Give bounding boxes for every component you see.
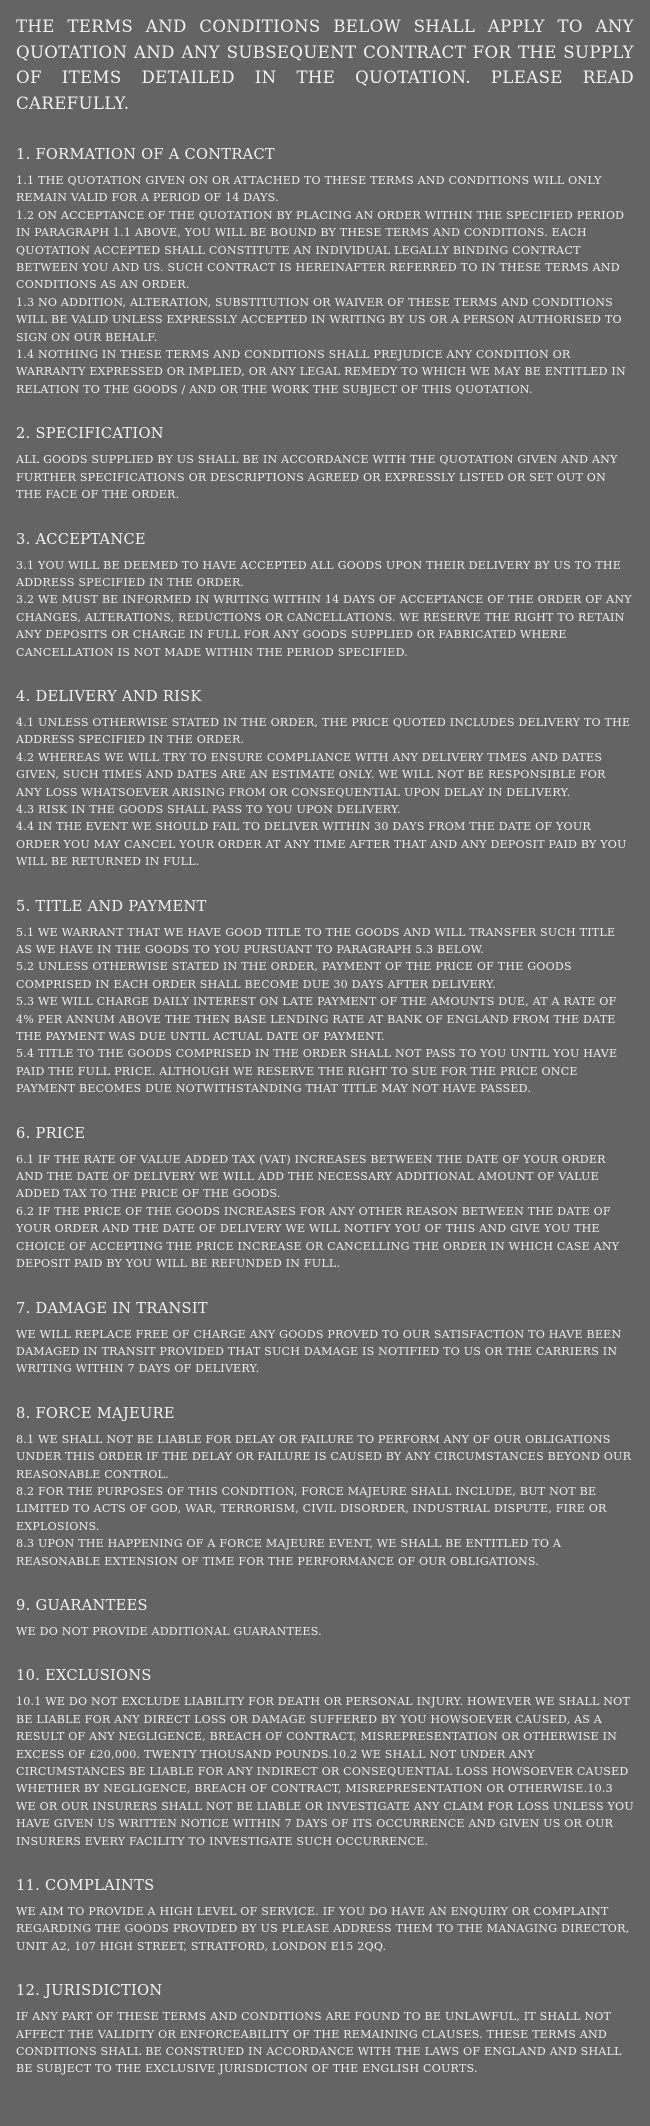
section-heading: 9. GUARANTEES	[16, 1596, 148, 1614]
section	[16, 531, 634, 661]
clause-paragraph: WE WILL REPLACE FREE OF CHARGE ANY GOODS PROVED TO OUR SATISFACTION TO HAVE BEEN DAMAGED IN TRANSIT PROVIDED THAT SUCH DAMAGE IS NOTIFIED TO US OR THE CARRIERS IN WRITING WITHIN 7 DAYS OF DELIVERY.	[16, 1327, 622, 1376]
clause-paragraph: 1.2 ON ACCEPTANCE OF THE QUOTATION BY PLACING AN ORDER WITHIN THE SPECIFIED PERIOD IN PARAGRAPH 1.1 ABOVE, YOU WILL BE BOUND BY THESE TERMS AND CONDITIONS. EACH QUOTATION ACCEPTED SHALL CONSTITUTE AN INDIVIDUAL LEGALLY BINDING CONTRACT BETWEEN YOU AND US. SUCH CONTRACT IS HEREINAFTER REFERRED TO IN THESE TERMS AND CONDITIONS AS AN ORDER.	[16, 208, 625, 292]
clause-paragraph: 1.1 THE QUOTATION GIVEN ON OR ATTACHED TO THESE TERMS AND CONDITIONS WILL ONLY REMAIN VALID FOR A PERIOD OF 14 DAYS.	[16, 174, 602, 205]
clause-paragraph: 10.1 WE DO NOT EXCLUDE LIABILITY FOR DEATH OR PERSONAL INJURY. HOWEVER WE SHALL NOT BE LIABLE FOR ANY DIRECT LOSS OR DAMAGE SUFFERED BY YOU HOWSOEVER CAUSED, AS A RESULT OF ANY NEGLIGENCE, BREACH OF CONTRACT, MISREPRESENTATION OR OTHERWISE IN EXCESS OF £20,000. TWENTY THOUSAND POUNDS.10.2 WE SHALL NOT UNDER ANY CIRCUMSTANCES BE LIABLE FOR ANY INDIRECT OR CONSEQUENTIAL LOSS HOWSOEVER CAUSED WHETHER BY NEGLIGENCE, BREACH OF CONTRACT, MISREPRESENTATION OR OTHERWISE.10.3 WE OR OUR INSURERS SHALL NOT BE LIABLE OR INVESTIGATE ANY CLAIM FOR LOSS UNLESS YOU HAVE GIVEN US WRITTEN NOTICE WITHIN 7 DAYS OF ITS OCCURRENCE AND GIVEN US OR OUR INSURERS EVERY FACILITY TO INVESTIGATE SUCH OCCURRENCE.	[16, 1695, 634, 1848]
section-heading: 4. DELIVERY AND RISK	[16, 687, 202, 705]
section-heading: 1. FORMATION OF A CONTRACT	[16, 146, 275, 163]
section	[16, 1667, 634, 1850]
intro-text: THE TERMS AND CONDITIONS BELOW SHALL APPLY TO ANY QUOTATION AND ANY SUBSEQUENT CONTRACT FOR THE SUPPLY OF ITEMS DETAILED IN THE QUOTATION. PLEASE READ CAREFULLY.	[16, 17, 634, 113]
clause-paragraph: WE AIM TO PROVIDE A HIGH LEVEL OF SERVICE. IF YOU DO HAVE AN ENQUIRY OR COMPLAINT REGARDING THE GOODS PROVIDED BY US PLEASE ADDRESS THEM TO THE MANAGING DIRECTOR, UNIT A2, 107 HIGH STREET, STRATFORD, LONDON E15 2QQ.	[16, 1905, 630, 1953]
clause-paragraph: 4.2 WHEREAS WE WILL TRY TO ENSURE COMPLIANCE WITH ANY DELIVERY TIMES AND DATES GIVEN, SUCH TIMES AND DATES ARE AN ESTIMATE ONLY. WE WILL NOT BE RESPONSIBLE FOR ANY LOSS WHATSOEVER ARISING FROM OR CONSEQUENTIAL UPON DELAY IN DELIVERY.	[16, 750, 606, 799]
section-heading: 6. PRICE	[16, 1124, 86, 1142]
section	[16, 898, 634, 1098]
clause-paragraph: 5.1 WE WARRANT THAT WE HAVE GOOD TITLE TO THE GOODS AND WILL TRANSFER SUCH TITLE AS WE HAVE IN THE GOODS TO YOU PURSUANT TO PARAGRAPH 5.3 BELOW.	[16, 925, 616, 956]
clause-paragraph: 8.2 FOR THE PURPOSES OF THIS CONDITION, FORCE MAJEURE SHALL INCLUDE, BUT NOT BE LIMITED TO ACTS OF GOD, WAR, TERRORISM, CIVIL DISORDER, INDUSTRIAL DISPUTE, FIRE OR EXPLOSIONS.	[16, 1484, 607, 1533]
clause-paragraph: IF ANY PART OF THESE TERMS AND CONDITIONS ARE FOUND TO BE UNLAWFUL, IT SHALL NOT AFFECT THE VALIDITY OR ENFORCEABILITY OF THE REMAINING CLAUSES. THESE TERMS AND CONDITIONS SHALL BE CONSTRUED IN ACCORDANCE WITH THE LAWS OF ENGLAND AND SHALL BE SUBJECT TO THE EXCLUSIVE JURISDICTION OF THE ENGLISH COURTS.	[16, 2010, 622, 2076]
clause-paragraph: 8.1 WE SHALL NOT BE LIABLE FOR DELAY OR FAILURE TO PERFORM ANY OF OUR OBLIGATIONS UNDER THIS ORDER IF THE DELAY OR FAILURE IS CAUSED BY ANY CIRCUMSTANCES BEYOND OUR REASONABLE CONTROL.	[16, 1432, 632, 1481]
clause-paragraph: 3.1 YOU WILL BE DEEMED TO HAVE ACCEPTED ALL GOODS UPON THEIR DELIVERY BY US TO THE ADDRESS SPECIFIED IN THE ORDER.	[16, 558, 622, 589]
section	[16, 688, 634, 871]
clause-paragraph: WE DO NOT PROVIDE ADDITIONAL GUARANTEES.	[16, 1624, 322, 1638]
section	[16, 1597, 634, 1640]
clause-paragraph: 4.3 RISK IN THE GOODS SHALL PASS TO YOU UPON DELIVERY.	[16, 802, 401, 816]
section-heading: 11. COMPLAINTS	[16, 1877, 155, 1895]
section-heading: 10. EXCLUSIONS	[16, 1667, 152, 1685]
sections-container	[16, 146, 634, 2078]
section	[16, 1405, 634, 1570]
section-heading: 7. DAMAGE IN TRANSIT	[16, 1299, 208, 1317]
section-heading: 8. FORCE MAJEURE	[16, 1404, 175, 1422]
section	[16, 1982, 634, 2078]
clause-paragraph: 6.1 IF THE RATE OF VALUE ADDED TAX (VAT) INCREASES BETWEEN THE DATE OF YOUR ORDER AND THE DATE OF DELIVERY WE WILL ADD THE NECESSARY ADDITIONAL AMOUNT OF VALUE ADDED TAX TO THE PRICE OF THE GOODS.	[16, 1152, 606, 1201]
section	[16, 1125, 634, 1273]
clause-paragraph: ALL GOODS SUPPLIED BY US SHALL BE IN ACCORDANCE WITH THE QUOTATION GIVEN AND ANY FURTHER SPECIFICATIONS OR DESCRIPTIONS AGREED OR EXPRESSLY LISTED OR SET OUT ON THE FACE OF THE ORDER.	[16, 453, 618, 502]
section-heading: 5. TITLE AND PAYMENT	[16, 897, 207, 915]
section	[16, 1877, 634, 1955]
section	[16, 425, 634, 503]
section-heading: 2. SPECIFICATION	[16, 425, 164, 443]
clause-paragraph: 4.4 IN THE EVENT WE SHOULD FAIL TO DELIVER WITHIN 30 DAYS FROM THE DATE OF YOUR ORDER YOU MAY CANCEL YOUR ORDER AT ANY TIME AFTER THAT AND ANY DEPOSIT PAID BY YOU WILL BE RETURNED IN FULL.	[16, 820, 627, 869]
clause-paragraph: 5.3 WE WILL CHARGE DAILY INTEREST ON LATE PAYMENT OF THE AMOUNTS DUE, AT A RATE OF 4% PER ANNUM ABOVE THE THEN BASE LENDING RATE AT BANK OF ENGLAND FROM THE DATE THE PAYMENT WAS DUE UNTIL ACTUAL DATE OF PAYMENT.	[16, 995, 617, 1044]
clause-paragraph: 5.2 UNLESS OTHERWISE STATED IN THE ORDER, PAYMENT OF THE PRICE OF THE GOODS COMPRISED IN EACH ORDER SHALL BECOME DUE 30 DAYS AFTER DELIVERY.	[16, 960, 572, 991]
section	[16, 146, 634, 398]
clause-paragraph: 4.1 UNLESS OTHERWISE STATED IN THE ORDER, THE PRICE QUOTED INCLUDES DELIVERY TO THE ADDRESS SPECIFIED IN THE ORDER.	[16, 715, 631, 747]
section-heading: 3. ACCEPTANCE	[16, 530, 146, 548]
section	[16, 1300, 634, 1378]
section-heading: 12. JURISDICTION	[16, 1982, 163, 2000]
clause-paragraph: 8.3 UPON THE HAPPENING OF A FORCE MAJEURE EVENT, WE SHALL BE ENTITLED TO A REASONABLE EXTENSION OF TIME FOR THE PERFORMANCE OF OUR OBLIGATIONS.	[16, 1537, 562, 1568]
clause-paragraph: 3.2 WE MUST BE INFORMED IN WRITING WITHIN 14 DAYS OF ACCEPTANCE OF THE ORDER OF ANY CHANGES, ALTERATIONS, REDUCTIONS OR CANCELLATIONS. WE RESERVE THE RIGHT TO RETAIN ANY DEPOSITS OR CHARGE IN FULL FOR ANY GOODS SUPPLIED OR FABRICATED WHERE CANCELLATION IS NOT MADE WITHIN THE PERIOD SPECIFIED.	[16, 593, 632, 659]
clause-paragraph: 5.4 TITLE TO THE GOODS COMPRISED IN THE ORDER SHALL NOT PASS TO YOU UNTIL YOU HAVE PAID THE FULL PRICE. ALTHOUGH WE RESERVE THE RIGHT TO SUE FOR THE PRICE ONCE PAYMENT BECOMES DUE NOTWITHSTANDING THAT TITLE MAY NOT HAVE PASSED.	[16, 1047, 618, 1096]
clause-paragraph: 1.4 NOTHING IN THESE TERMS AND CONDITIONS SHALL PREJUDICE ANY CONDITION OR WARRANTY EXPRESSED OR IMPLIED, OR ANY LEGAL REMEDY TO WHICH WE MAY BE ENTITLED IN RELATION TO THE GOODS / AND OR THE WORK THE SUBJECT OF THIS QUOTATION.	[16, 348, 626, 396]
clause-paragraph: 6.2 IF THE PRICE OF THE GOODS INCREASES FOR ANY OTHER REASON BETWEEN THE DATE OF YOUR ORDER AND THE DATE OF DELIVERY WE WILL NOTIFY YOU OF THIS AND GIVE YOU THE CHOICE OF ACCEPTING THE PRICE INCREASE OR CANCELLING THE ORDER IN WHICH CASE ANY DEPOSIT PAID BY YOU WILL BE REFUNDED IN FULL.	[16, 1204, 620, 1271]
clause-paragraph: 1.3 NO ADDITION, ALTERATION, SUBSTITUTION OR WAIVER OF THESE TERMS AND CONDITIONS WILL BE VALID UNLESS EXPRESSLY ACCEPTED IN WRITING BY US OR A PERSON AUTHORISED TO SIGN ON OUR BEHALF.	[16, 295, 622, 344]
